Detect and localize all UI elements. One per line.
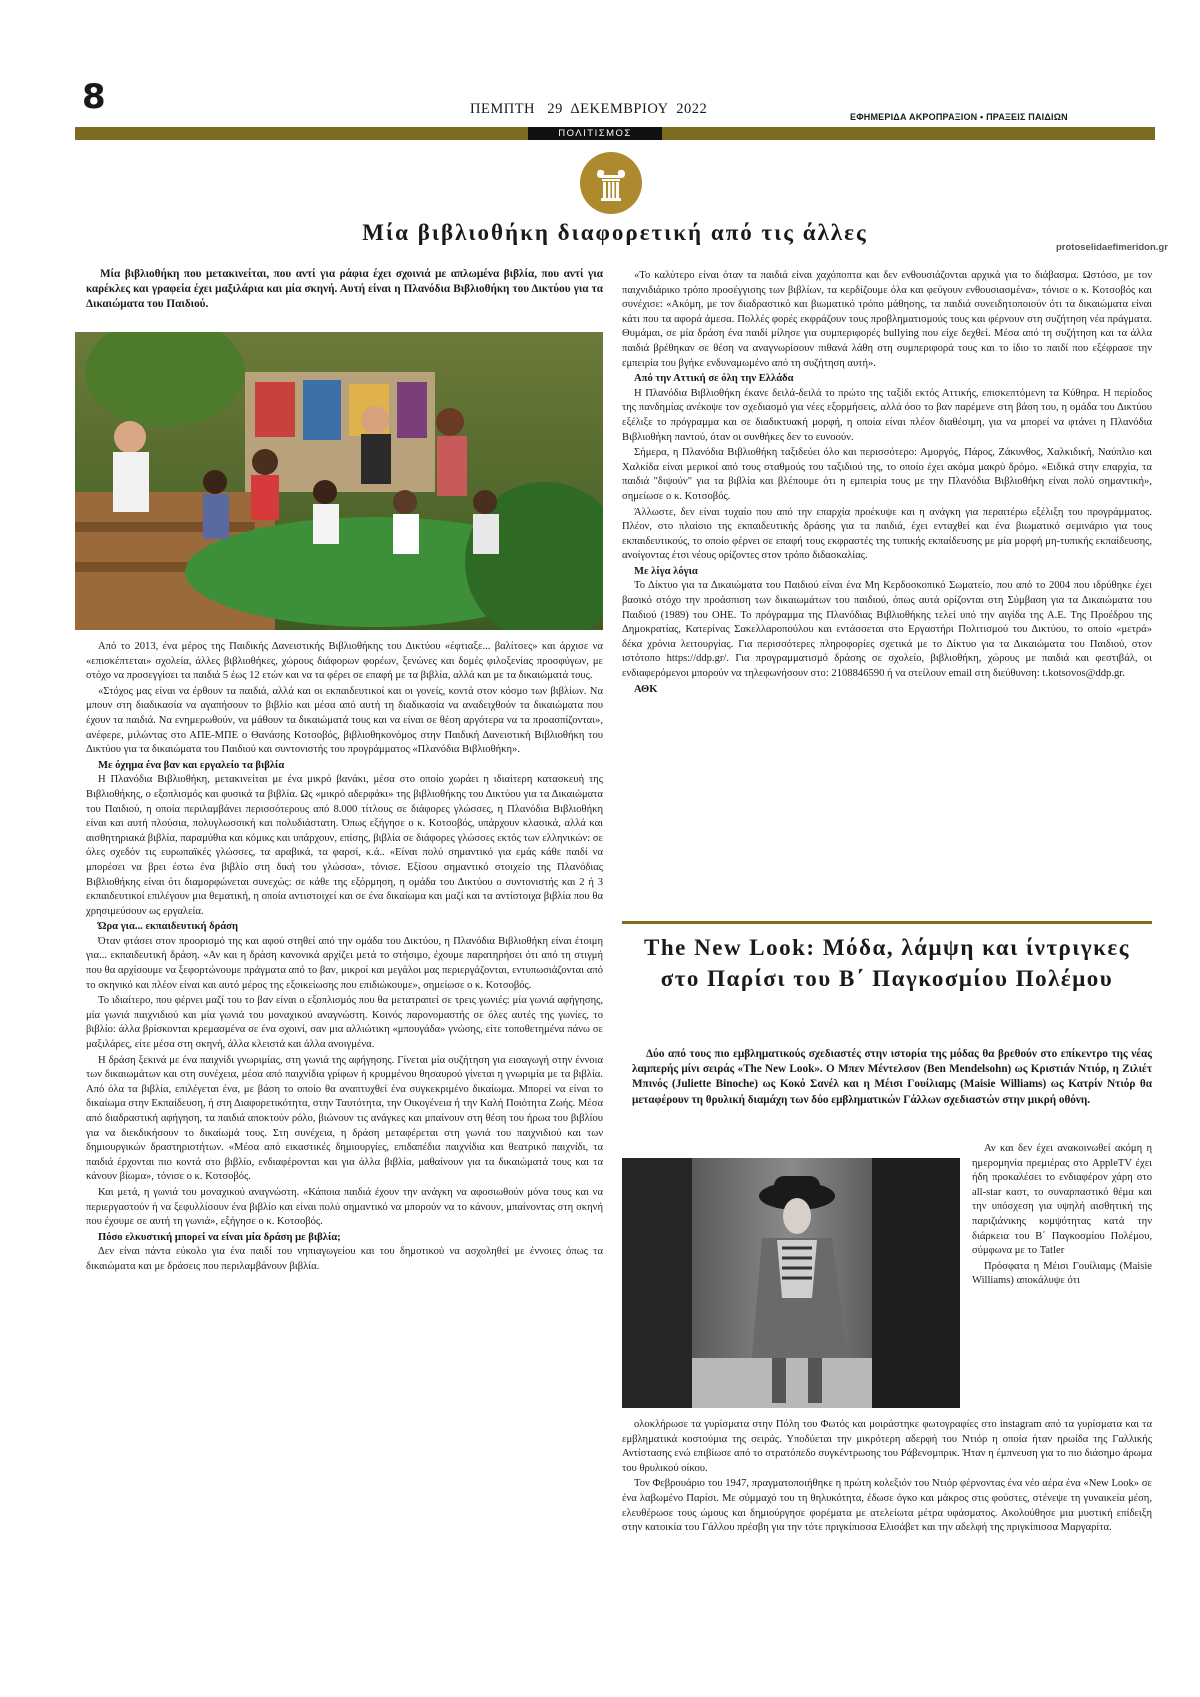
masthead-brand: ΕΦΗΜΕΡΙΔΑ ΑΚΡΟΠΡΑΞΙΟΝ • ΠΡΑΞΕΙΣ ΠΑΙΔΙΩΝ xyxy=(850,112,1068,122)
subheading: Με λίγα λόγια xyxy=(634,565,698,577)
paragraph: Και μετά, η γωνιά του μοναχικού αναγνώστη. «Κάποια παιδιά έχουν την ανάγκη να αφοσιωθούν μόνα τους και να περιεργαστούν ή να ξεφυλλίσουν ένα βιβλίο και είναι πολύ σημαντικό να μπορούν να το κάνουν, μπαίνοντας στη σκηνή που έχουμε σε αυτή τη γωνιά», εξήγησε ο κ. Κοτσοβός. xyxy=(86,1186,603,1228)
paragraph: Η Πλανόδια Βιβλιοθήκη, μετακινείται με ένα μικρό βανάκι, μέσα στο οποίο χωράει η ιδιαίτερη κατασκευή της Βιβλιοθήκης, ο εξοπλισμός και φυσικά τα βιβλία. Ως «μικρό αδερφάκι» της βιβλιοθήκης του Δικτύου για τα Δικαιώματα του Παιδιού, η οποία περιλαμβάνει περισσότερους από 8.000 τίτλους σε διάφορες γλώσσες, η Πλανόδια Βιβλιοθήκη είναι και αυτή πλούσια, πολυγλωσσική και πολυδιάστατη. Όπως εξήγησε ο κ. Κοτσοβός, υπάρχουν κλασικά, αλλά και αισθητηριακά βιβλία, παραμύθια και κόμικς και υπάρχουν, επίσης, βιβλία σε διάφορες γλώσσες εκτός των ελληνικών: σε όλες σχεδόν τις ευρωπαϊκές γλώσσες, τα αραβικά, τα φαρσί, κ.ά.. «Είναι πολύ σημαντικό για εμάς κάθε παιδί να μπορέσει να βρει έστω ένα βιβλίο στη δική του γλώσσα», τόνισε. Εξίσου σημαντικό στοιχείο της Πλανόδιας Βιβλιοθήκης είναι ότι διαμορφώνεται συνεχώς: σε κάθε της εξόρμηση, η ομάδα του Δικτύου ο συντονιστής και 2 ή 3 εκπαιδευτικοί επιλέγουν μια θεματική, η οποία αντιστοιχεί και σε ένα δικαίωμα και μαζί και τα αντίστοιχα βιβλία που θα χρησιμεύσουν ως εργαλεία. xyxy=(86,774,603,917)
page-number: 8 xyxy=(82,77,106,117)
paragraph: Το Δίκτυο για τα Δικαιώματα του Παιδιού είναι ένα Μη Κερδοσκοπικό Σωματείο, που από το 2004 που ιδρύθηκε έχει βασικό στόχο την προάσπιση των δικαιωμάτων του παιδιού, όπως αυτά ορίζονται στη Σύμβαση για τα Δικαιώματα του Παιδιού (1989) του ΟΗΕ. Το πρόγραμμα της Πλανόδιας Βιβλιοθήκης τελεί υπό την αιγίδα της Α.Ε. Της Προέδρου της Δημοκρατίας, Κατερίνας Σακελλαροπούλου και εντάσσεται στο Εργαστήρι Πολιτισμού του Δικτύου, το οποίο «μετρά» δέκα χρόνια λειτουργίας. Για περισσότερες πληροφορίες σχετικά με το Δίκτυο για τα Δικαιώματα του Παιδιού, στον ιστότοπο https://ddp.gr/. Για προγραμματισμό δράσης σε σχολείο, βιβλιοθήκη, χώρους με παιδιά και φεστιβάλ, οι ενδιαφερόμενοι μπορούν να τηλεφωνήσουν στο: 2108846590 ή να στείλουν email στη διεύθυνση: t.kotsovos@ddp.gr. xyxy=(622,580,1152,680)
paragraph: ολοκλήρωσε τα γυρίσματα στην Πόλη του Φωτός και μοιράστηκε φωτογραφίες στο instagram από τα γυρίσματα και τα εμβληματικά κοστούμια της σειράς. Υποδύεται την μικρότερη αδερφή του Ντιόρ η οποία ήταν ηρωίδα της Γαλλικής Αντίστασης ενώ επιβίωσε από το στρατόπεδο συγκέντρωσης του Ράβενσμπρικ. Ήταν η έμπνευση για το πιο διάσημο άρωμα του θρυλικού οίκου. xyxy=(622,1419,1152,1474)
paragraph: Το ιδιαίτερο, που φέρνει μαζί του το βαν είναι ο εξοπλισμός που θα μετατραπεί σε τρεις γωνιές: μία γωνιά αφήγησης, μία γωνιά παιχνιδιού και μία γωνιά του μοναχικού αναγνώστη. Κοινός παρονομαστής σε όλες αυτές της γωνίες, το βιβλίο: άλλα βρίσκονται κρεμασμένα σε ένα σχοινί, σαν μια αλλιώτικη «μπουγάδα» γνώσης, είτε τοποθετημένα πάνω σε μαξιλάρες, είτε μέσα στη σκηνή, άλλα κλειστά και άλλα ανοιγμένα. xyxy=(86,995,603,1051)
article-lead-block-2 xyxy=(632,1047,1152,1114)
article-divider xyxy=(622,921,1152,924)
article-lead-2: Δύο από τους πιο εμβληματικούς σχεδιαστές στην ιστορία της μόδας θα βρεθούν στο επίκεντρο της νέας λαμπερής μίνι σειράς «The New Look». Ο Μπεν Μέντελσον (Ben Mendelsohn) ως Κριστιάν Ντιόρ, η Ζιλιέτ Μπινός (Juliette Binoche) ως Κοκό Σανέλ και η Μέισι Γουίλιαμς (Maisie Williams) ως Κατρίν Ντιόρ θα μεταφέρουν τη θρυλική διαμάχη των δύο εμβληματικών Γάλλων σχεδιαστών στην μικρή οθόνη. xyxy=(632,1048,1152,1106)
article-body-2 xyxy=(622,1418,1152,1537)
subheading: Πόσο ελκυστική μπορεί να είναι μία δράση με βιβλία; xyxy=(98,1231,341,1243)
article-headline: Μία βιβλιοθήκη διαφορετική από τις άλλες xyxy=(362,220,868,245)
paragraph: Όταν φτάσει στον προορισμό της και αφού στηθεί από την ομάδα του Δικτύου, η Πλανόδια Βιβλιοθήκη είναι έτοιμη για... εκπαιδευτική δράση. «Αν και η δράση κανονικά αρχίζει μετά το στήσιμο, έχουμε παρατηρήσει ότι από τη στιγμή που θα αρχίσουμε να ξεφορτώνουμε πράγματα από το βαν, μικροί και μεγάλοι μας περιεργάζονται, εντυπωσιάζονται από το σκηνικό και πλέον είναι και αυτό μέρος της εξοικείωσης που επιδιώκουμε», σημείωσε ο κ. Κοτσοβός. xyxy=(86,935,603,991)
article-lead: Μία βιβλιοθήκη που μετακινείται, που αντί για ράφια έχει σχοινιά με απλωμένα βιβλία, που αντί για καρέκλες και γραφεία έχει μαξιλάρια και μία σκηνή. Αυτή είναι η Πλανόδια Βιβλιοθήκη του Δικτύου για τα Δικαιώματα του Παιδιού. xyxy=(86,268,603,311)
issue-date: ΠΕΜΠΤΗ 29 ΔΕΚΕΜΒΡΙΟΥ 2022 xyxy=(470,101,708,117)
ionic-column-icon xyxy=(580,152,642,214)
article-body-left xyxy=(86,640,603,1276)
section-label: ΠΟΛΙΤΙΣΜΟΣ xyxy=(528,127,662,140)
article-lead-block xyxy=(86,267,603,319)
paragraph: «Στόχος μας είναι να έρθουν τα παιδιά, αλλά και οι εκπαιδευτικοί και οι γονείς, κοντά στον κόσμο των βιβλίων. Να μπουν στη διαδικασία να αγαπήσουν το βιβλίο και μέσα από αυτή τη διαδικασία να αναδειχθούν τα δικαιώματα που έχουν τα παιδιά. Να ενημερωθούν, να μάθουν τα δικαιώματά τους και να είναι σε θέση αργότερα να τα προασπίζονται», ανέφερε, μιλώντας στο ΑΠΕ-ΜΠΕ ο Θανάσης Κοτσοβός, βιβλιοθηκονόμος στην Παιδική Δανειστική Βιβλιοθήκη του Δικτύου για τα δικαιώματα του Παιδιού και συντονιστής του προγράμματος «Πλανόδια Βιβλιοθήκη». xyxy=(86,685,603,756)
paragraph: Πρόσφατα η Μέισι Γουίλιαμς (Maisie Williams) αποκάλυψε ότι xyxy=(972,1260,1152,1287)
paragraph: Τον Φεβρουάριο του 1947, πραγματοποιήθηκε η πρώτη κολεξιόν του Ντιόρ φέρνοντας ένα νέο αέρα ένα «New Look» σε ένα λαβωμένο Παρίσι. Με σύμμαχό του τη θηλυκότητα, έδωσε όγκο και μάκρος στις φούστες, στένεψε τη γυναικεία μέση, ελευθέρωσε τους ώμους και δημιούργησε φορέματα με ατελείωτα μέτρα υφάσματος. Ακολούθησε μια μυστική επίδειξη στην κατοικία του Γάλλου πρέσβη για την τότε πριγκίπισσα Ελισάβετ και την αδελφή της πριγκίπισσα Μαργαρίτα. xyxy=(622,1478,1152,1534)
paragraph: Η Πλανόδια Βιβλιοθήκη έκανε δειλά-δειλά το πρώτο της ταξίδι εκτός Αττικής, επισκεπτόμενη τα Κύθηρα. Η περίοδος της πανδημίας ανέκοψε τον σχεδιασμό για νέες εξορμήσεις, αλλά όσο το βαν παρέμενε στη βάση του, η ομάδα του Δικτύου εξέλιξε το πρόγραμμα και σε διαδικτυακή μορφή, η οποία είναι πλέον διαθέσιμη, για να μπορεί να φτάνει η Πλανόδια Βιβλιοθήκη παντού, όταν οι συνθήκες δεν το ευνοούν. xyxy=(622,387,1152,443)
subheading: Από την Αττική σε όλη την Ελλάδα xyxy=(634,373,794,385)
paragraph: «Το καλύτερο είναι όταν τα παιδιά είναι χαχόποπτα και δεν ενθουσιάζονται αρχικά για το διάβασμα. Ωστόσο, με τον παιχνιδιάρικο τρόπο προσέγγισης των βιβλίων, τα κερδίζουμε όλα και φεύγουν ενθουσιασμένα», τόνισε ο κ. Κοτσοβός και συνέχισε: «Ακόμη, με τον διαδραστικό και βιωματικό τρόπο μάθησης, τα παιδιά συνειδητοποιούν ότι τα δικαιώματα είναι κάτι που τα αφορά άμεσα. Πολλές φορές εκφράζουν τους προβληματισμούς τους και φέρνουν στη συζήτηση νέα πράγματα. Θυμάμαι, σε μία δράση ένα παιδί μίλησε για συμπεριφορές bullying που είχε δεχθεί. Μέσα από τη συζήτηση και τα άλλα παιδιά βρέθηκαν σε θέση να αναγνωρίσουν πιθανά λάθη στη συμπεριφορά τους και το ίδιο το παιδί που εξέφρασε την εμπειρία του βγήκε ενδυναμωμένο από τη συζήτηση αυτή». xyxy=(622,270,1152,369)
article-body-right xyxy=(622,269,1152,697)
site-watermark: protoselidaefimeridon.gr xyxy=(1056,242,1168,253)
article-headline-2: The New Look: Μόδα, λάμψη και ίντριγκες στο Παρίσι του Β΄ Παγκοσμίου Πολέμου xyxy=(644,935,1130,991)
paragraph: Σήμερα, η Πλανόδια Βιβλιοθήκη ταξιδεύει όλο και περισσότερο: Αμοργός, Πάρος, Ζάκυνθος, Χαλκιδική, Ναύπλιο και Χαλκίδα είναι μερικοί από τους σταθμούς του ταξιδιού της, το οποίο έχει ακόμα μακρύ δρόμο. «Ειδικά στην επαρχία, τα παιδιά "διψούν" για τα βιβλία και βλέπουμε ότι η εμπειρία τους με την Πλανόδια Βιβλιοθήκη είναι πολύ σημαντική», σημείωσε ο κ. Κοτσοβός. xyxy=(622,447,1152,502)
coco-chanel-portrait-photo xyxy=(622,1158,960,1408)
subheading: Ώρα για... εκπαιδευτική δράση xyxy=(98,921,238,933)
paragraph: Άλλωστε, δεν είναι τυχαίο που από την επαρχία προέκυψε και η ανάγκη για περαιτέρω εξέλιξη του προγράμματος. Πλέον, στο πλαίσιο της εκπαιδευτικής δράσης για τα παιδιά, έχει ενταχθεί και ένα βιωματικό σεμινάριο για τους εκπαιδευτικούς, το οποίο φέρνει σε επαφή τους εκφραστές της τυπικής εκπαίδευσης με μία μορφή μη-τυπικής εκπαίδευσης, ανοίγοντας έτσι νέους ορίζοντες στον τρόπο διδασκαλίας. xyxy=(622,506,1152,562)
article-side-column xyxy=(972,1142,1152,1290)
paragraph: Από το 2013, ένα μέρος της Παιδικής Δανειστικής Βιβλιοθήκης του Δικτύου «έφτιαξε... βαλίτσες» και άρχισε να «επισκέπτεται» σχολεία, άλλες βιβλιοθήκες, χώρους διάφορων φορέων, ξενώνες και δομές φιλοξενίας προσφύγων, με στόχο να προσεγγίσει τα παιδιά 5 έως 12 ετών και να τα φέρει σε επαφή με τα βιβλία, αλλά και με τα δικαιώματά τους. xyxy=(86,641,603,682)
paragraph: Η δράση ξεκινά με ένα παιχνίδι γνωριμίας, στη γωνιά της αφήγησης. Γίνεται μία συζήτηση για εισαγωγή στην έννοια των δικαιωμάτων και στη συνέχεια, μέσα από παιχνίδια γρίφων ή κρυμμένου θησαυρού γίνεται η γνωριμία με τα βιβλία. Από όλα τα βιβλία, επιλέγεται ένα, με βάση το οποίο θα αναπτυχθεί ένα συγκεκριμένο δικαίωμα. Μπορεί να είναι το δικαίωμα στην Εκπαίδευση, ή στη Διαφορετικότητα, στην Ταυτότητα, την Οικογένεια ή την Καλή Ποιότητα Ζωής. Μέσα από διαδραστική αφήγηση, τα παιδιά αποκτούν ρόλο, βιώνουν τις ανάγκες και μπαίνουν στη θέση του ήρωα του βιβλίου για να διεκδικήσουν το δικαίωμά τους. Στη συνέχεια, η δράση μεταφέρεται στη γωνιά του παιχνιδιού και των δημιουργικών δραστηριοτήτων. «Μέσα από εικαστικές δημιουργίες, επιδαπέδια παιχνίδια και θεατρικό παιχνίδι, τα παιδιά έρχονται πιο κοντά στο βιβλίο, ενδιαφέρονται και για άλλα βιβλία, μαθαίνουν για τα δικαιώματά τους και τα κάνουν βίωμα», τόνισε ο κ. Κοτσοβός. xyxy=(86,1054,603,1183)
paragraph: Αν και δεν έχει ανακοινωθεί ακόμη η ημερομηνία πρεμιέρας στο AppleTV έχει ήδη προκαλέσει το ενδιαφέρον χάρη στο all-star καστ, το συναρπαστικό θέμα και την υπόσχεση για υψηλή αισθητική της παριζιάνικης κομψότητας κατά την διάρκεια του Β΄ Παγκοσμίου Πολέμου, σύμφωνα με το Tatler xyxy=(972,1143,1152,1257)
children-reading-circle-photo xyxy=(75,332,603,630)
subheading: ΑΘΚ xyxy=(634,683,658,695)
subheading: Με όχημα ένα βαν και εργαλείο τα βιβλία xyxy=(98,759,285,771)
paragraph: Δεν είναι πάντα εύκολο για ένα παιδί του νηπιαγωγείου και του δημοτικού να ασχοληθεί με έννοιες όπως τα δικαιώματα και με δράσεις που περιλαμβάνουν βιβλία. xyxy=(86,1246,603,1272)
